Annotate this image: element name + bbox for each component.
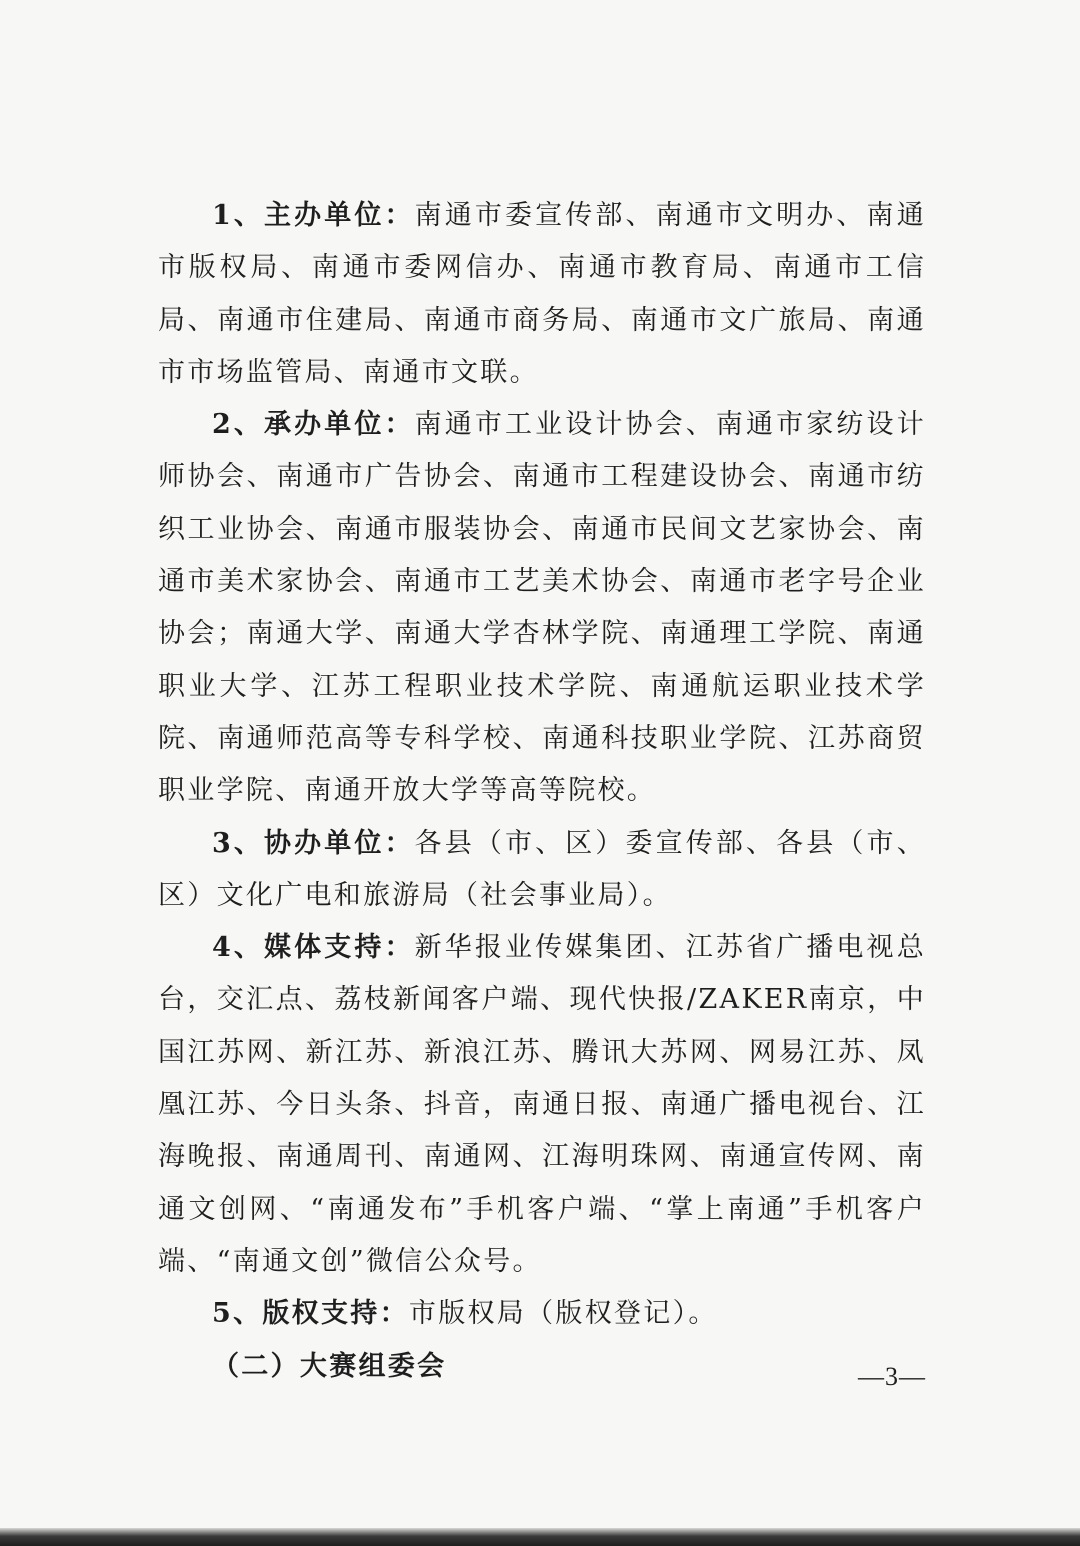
section-text: 新华报业传媒集团、江苏省广播电视总台，交汇点、荔枝新闻客户端、现代快报/ZAKER南京，中国江苏网、新江苏、新浪江苏、腾讯大苏网、网易江苏、凤凰江苏、今日头条、抖音，南通日报、南通广播电视台、江海晚报、南通周刊、南通网、江海明珠网、南通宣传网、南通文创网、“南通发布”手机客户端、“掌上南通”手机客户端、“南通文创”微信公众号。: [158, 932, 926, 1277]
scan-bottom-edge: [0, 1528, 1080, 1546]
section-text: 各县（市、区）委宣传部、各县（市、区）文化广电和旅游局（社会事业局）。: [158, 827, 926, 911]
section-organizer: [158, 190, 926, 399]
section-copyright-support: [158, 1288, 926, 1340]
section-text: 南通市委宣传部、南通市文明办、南通市版权局、南通市委网信办、南通市教育局、南通市工信局、南通市住建局、南通市商务局、南通市文广旅局、南通市市场监管局、南通市文联。: [158, 200, 926, 388]
section-label: 4、媒体支持：: [212, 932, 415, 964]
section-label: 5、版权支持：: [212, 1298, 409, 1330]
section-label: 3、协办单位：: [212, 827, 415, 859]
subheading-committee: （二）大赛组委会: [212, 1350, 447, 1382]
page-number: —3—: [858, 1362, 926, 1391]
section-label: 2、承办单位：: [212, 409, 415, 441]
document-body: [158, 190, 926, 1393]
section-text: 南通市工业设计协会、南通市家纺设计师协会、南通市广告协会、南通市工程建设协会、南通市纺织工业协会、南通市服装协会、南通市民间文艺家协会、南通市美术家协会、南通市工艺美术协会、南通市老字号企业协会；南通大学、南通大学杏林学院、南通理工学院、南通职业大学、江苏工程职业技术学院、南通航运职业技术学院、南通师范高等专科学校、南通科技职业学院、江苏商贸职业学院、南通开放大学等高等院校。: [158, 409, 926, 807]
section-label: 1、主办单位：: [212, 200, 415, 231]
section-host: [158, 399, 926, 817]
section-co-organizer: [158, 818, 926, 923]
section-media-support: [158, 922, 926, 1288]
section-text: 市版权局（版权登记）。: [408, 1298, 718, 1330]
